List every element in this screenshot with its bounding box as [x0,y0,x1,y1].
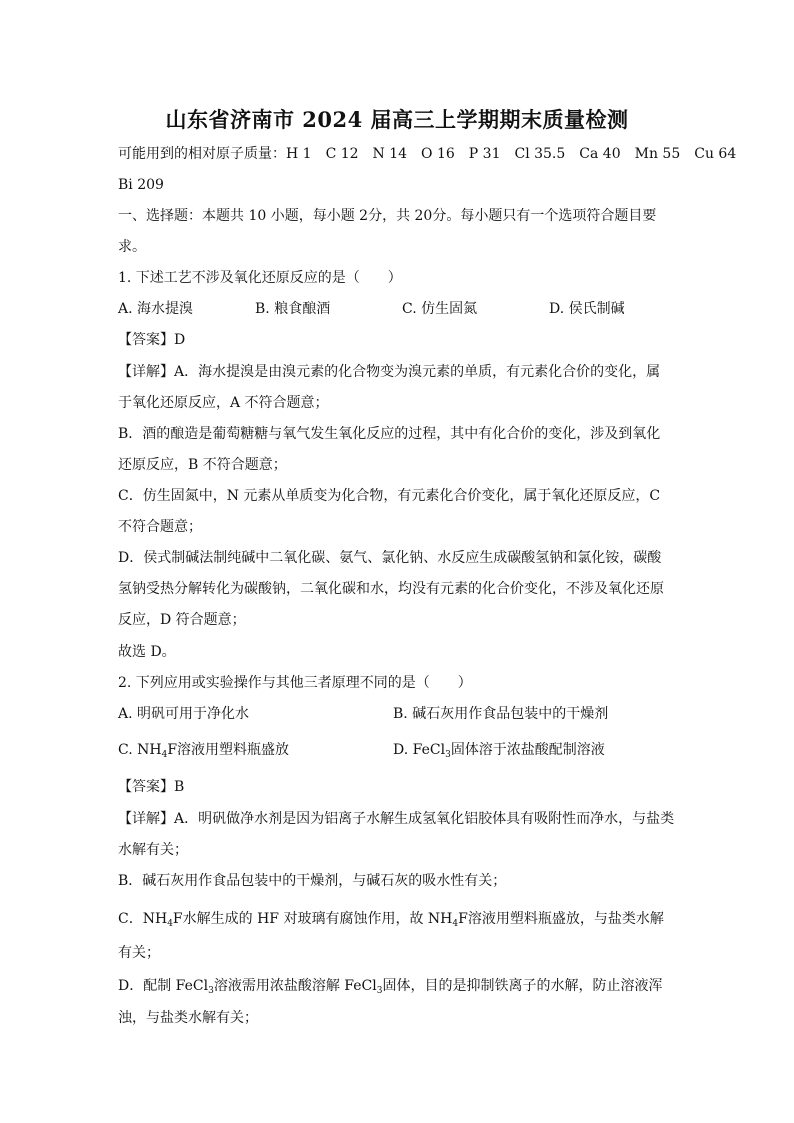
atomic-mass-line-1: 可能用到的相对原子质量：H 1 C 12 N 14 O 16 P 31 Cl 35.5 Ca 40 Mn 55 Cu 64 [118,146,737,162]
q2-option-d-prefix: D. [393,742,413,758]
section-heading-line-2: 求。 [118,239,146,255]
q1-option-a: A. 海水提溴 [118,301,194,317]
q1-option-c: C. 仿生固氮 [402,301,478,317]
q1-detail-line: 于氧化还原反应，A 不符合题意； [118,395,329,411]
q2-stem: 2. 下列应用或实验操作与其他三者原理不同的是（ ） [118,675,472,691]
q2-detail-c-line-2: 有关； [118,945,160,961]
q1-stem: 1. 下述工艺不涉及氧化还原反应的是（ ） [118,270,402,286]
q2-detail-c-line-1: C．$NH_4F$水解生成的 HF 对玻璃有腐蚀作用，故 $NH_4F$溶液用塑料瓶盛放，与盐类水解 [118,911,664,929]
q2-option-c-prefix: C. [118,742,138,758]
q1-detail-line: 故选 D。 [118,644,176,660]
q1-answer: 【答案】D [118,332,186,348]
q1-detail-line: 还原反应，B 不符合题意； [118,457,287,473]
q2-detail-a-line-1: 【详解】A．明矾做净水剂是因为铝离子水解生成氢氧化铝胶体具有吸附性而净水，与盐类 [118,811,675,827]
q1-option-d: D. 侯氏制碱 [549,301,625,317]
q1-detail-line: 【详解】A．海水提溴是由溴元素的化合物变为溴元素的单质，有元素化合价的变化，属 [118,364,661,380]
q1-detail-line: 不符合题意； [118,519,202,535]
q2-option-c-text: 溶液用塑料瓶盛放 [177,742,290,758]
q1-detail-line: 氢钠受热分解转化为碳酸钠，二氧化碳和水，均没有元素的化合价变化，不涉及氧化还原 [118,581,664,597]
q2-option-c [118,741,289,759]
q1-option-b: B. 粮食酿酒 [255,301,331,317]
q1-detail-line: D．侯式制碱法制纯碱中二氧化碳、氨气、氯化钠、水反应生成碳酸氢钠和氯化铵，碳酸 [118,550,662,566]
section-heading-line-1: 一、选择题：本题共 10 小题，每小题 2分，共 20分。每小题只有一个选项符合题目要 [118,208,657,224]
q1-detail-line: 反应，D 符合题意； [118,612,246,628]
page-title: 山东省济南市 2024 届高三上学期期末质量检测 [165,107,629,132]
q2-detail-d-line-1: D．配制 FeCl$_3$溶液需用浓盐酸溶解 FeCl$_3$固体，目的是抑制铁离子的水解，防止溶液浑 [118,978,663,996]
formula-nh4f: $NH_4F$ [142,911,183,929]
formula-fecl3: FeCl$_3$ [412,742,451,760]
formula-nh4f: $NH_4F$ [427,911,468,929]
q2-detail-b: B．碱石灰用作食品包装中的干燥剂，与碱石灰的吸水性有关； [118,873,507,889]
q2-answer: 【答案】B [118,779,185,795]
q1-detail-line: C．仿生固氮中，N 元素从单质变为化合物，有元素化合价变化，属于氧化还原反应，C [118,488,661,504]
q1-detail-line: B．酒的酿造是葡萄糖糖与氧气发生氧化反应的过程，其中有化合价的变化，涉及到氧化 [118,426,661,442]
atomic-mass-line-2: Bi 209 [118,177,164,193]
q2-detail-a-line-2: 水解有关； [118,842,188,858]
q2-option-d-text: 固体溶于浓盐酸配制溶液 [450,742,605,758]
formula-nh4f: $NH_4F$ [137,742,178,760]
q2-option-d [393,741,605,759]
q2-option-a: A. 明矾可用于净化水 [118,706,250,722]
q2-option-b: B. 碱石灰用作食品包装中的干燥剂 [393,706,609,722]
q2-detail-d-line-2: 浊，与盐类水解有关； [118,1010,258,1026]
